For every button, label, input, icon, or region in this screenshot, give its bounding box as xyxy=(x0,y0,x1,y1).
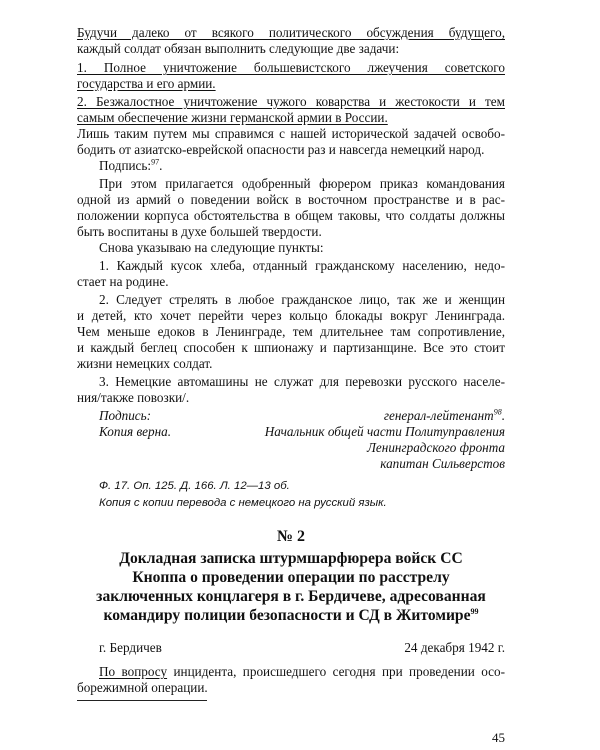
document-title-line: Докладная записка штурмшарфюрера войск СС xyxy=(119,550,463,567)
document-number: № 2 xyxy=(276,528,306,545)
text-line: государства и его армии. xyxy=(77,76,216,91)
text-line: При этом прилагается одобренный фюрером приказ командования xyxy=(99,176,505,191)
text-line: самым обеспечение жизни германской армии в России. xyxy=(77,110,388,125)
signature-label: Подпись: xyxy=(99,408,152,423)
text-line: каждый солдат обязан выполнить следующие две задачи: xyxy=(77,41,400,56)
text-line: и каждый беглец способен к шпионажу и партизанщине. Все это стоит xyxy=(77,340,505,355)
copy-verified: Копия верна. xyxy=(99,424,172,439)
text-line: и детей, кто хочет перейти через кольцо блокады вокруг Ленинграда. xyxy=(77,308,505,323)
text-line: жизни немецких солдат. xyxy=(77,356,213,371)
archive-reference: Ф. 17. Оп. 125. Д. 166. Л. 12—13 об. xyxy=(99,480,290,492)
document-place: г. Бердичев xyxy=(99,640,162,655)
text-line: стает на родине. xyxy=(77,274,169,289)
footnote-divider xyxy=(77,700,207,701)
footnote-mark: 97 xyxy=(151,157,160,167)
text-line: По вопросу инцидента, происшедшего сегодня при проведении осо- xyxy=(99,664,506,679)
text-line: Снова указываю на следующие пункты: xyxy=(99,240,324,255)
signature-title: Ленинградского фронта xyxy=(367,440,505,455)
text-line: бодить от азиатско-еврейской опасности раз и навсегда немецкий народ. xyxy=(77,142,485,157)
text-line: Лишь таким путем мы справимся с нашей исторической задачей освобо- xyxy=(77,126,505,141)
text-line: 2. Следует стрелять в любое гражданское лицо, так же и женщин xyxy=(99,292,505,307)
text-line: Подпись:$^{97}$. xyxy=(99,157,163,173)
archive-note: Копия с копии перевода с немецкого на русский язык. xyxy=(99,497,387,509)
document-title-line: командиру полиции безопасности и СД в Житомире$^{99}$ xyxy=(103,606,479,624)
text-line: борежимной операции. xyxy=(77,680,208,695)
signature-rank: генерал-лейтенант$^{98}$. xyxy=(383,407,505,423)
text-line: 1. Каждый кусок хлеба, отданный гражданскому населению, недо- xyxy=(99,258,505,273)
text-line: 3. Немецкие автомашины не служат для перевозки русского населе- xyxy=(99,374,505,389)
signature-title: Начальник общей части Политуправления xyxy=(264,424,505,439)
text-line: одной из армий о поведении войск в восточном пространстве и в рас- xyxy=(77,192,505,207)
text-line: положении корпуса обстоятельства в общем таковы, что солдаты должны xyxy=(77,208,505,223)
document-title-line: Кноппа о проведении операции по расстрелу xyxy=(132,569,450,586)
text-line: 1. Полное уничтожение большевистского лжеучения советского xyxy=(77,60,505,75)
text-line: Будучи далеко от всякого политического обсуждения будущего, xyxy=(77,25,505,40)
text-line: Чем меньше едоков в Ленинграде, тем длительнее там сопротивление, xyxy=(77,324,505,339)
text-line: ния/также повозки/. xyxy=(77,390,190,405)
page-number: 45 xyxy=(492,730,505,745)
document-title-line: заключенных концлагеря в г. Бердичеве, адресованная xyxy=(96,588,486,605)
text-line: быть воспитаны в духе большей твердости. xyxy=(77,224,322,239)
signature-name: капитан Сильверстов xyxy=(380,456,505,471)
document-date: 24 декабря 1942 г. xyxy=(404,640,505,655)
text-line: 2. Безжалостное уничтожение чужого коварства и жестокости и тем xyxy=(77,94,505,109)
